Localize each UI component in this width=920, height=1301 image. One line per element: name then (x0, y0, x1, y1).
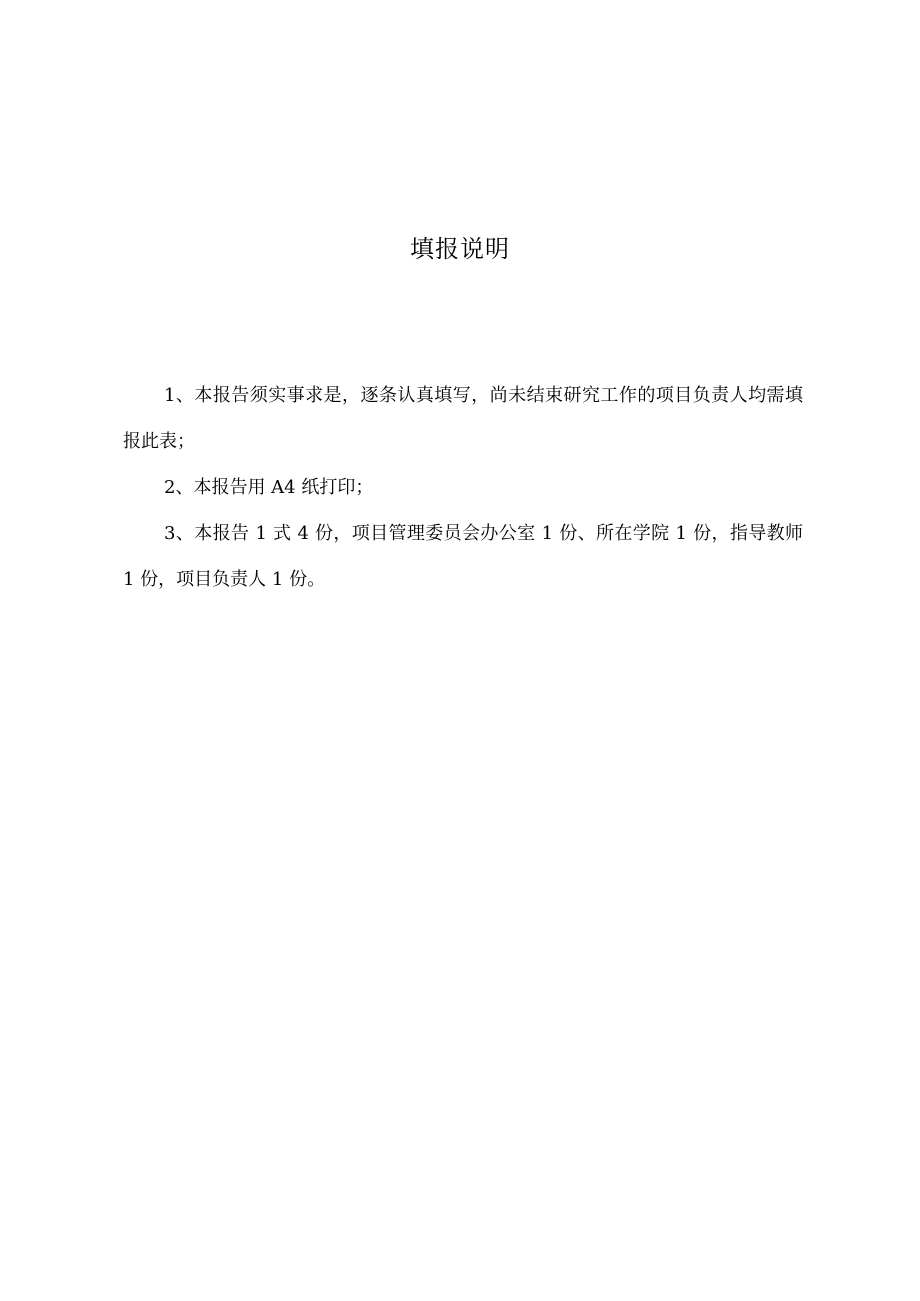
instruction-item-1: 1、本报告须实事求是，逐条认真填写，尚未结束研究工作的项目负责人均需填报此表； (123, 385, 803, 452)
instructions-body (123, 373, 803, 603)
page-title: 填报说明 (410, 235, 510, 263)
instruction-item-3: 3、本报告 1 式 4 份，项目管理委员会办公室 1 份、所在学院 1 份，指导教师 1 份，项目负责人 1 份。 (123, 523, 803, 590)
instruction-item-2: 2、本报告用 A4 纸打印； (164, 477, 374, 498)
